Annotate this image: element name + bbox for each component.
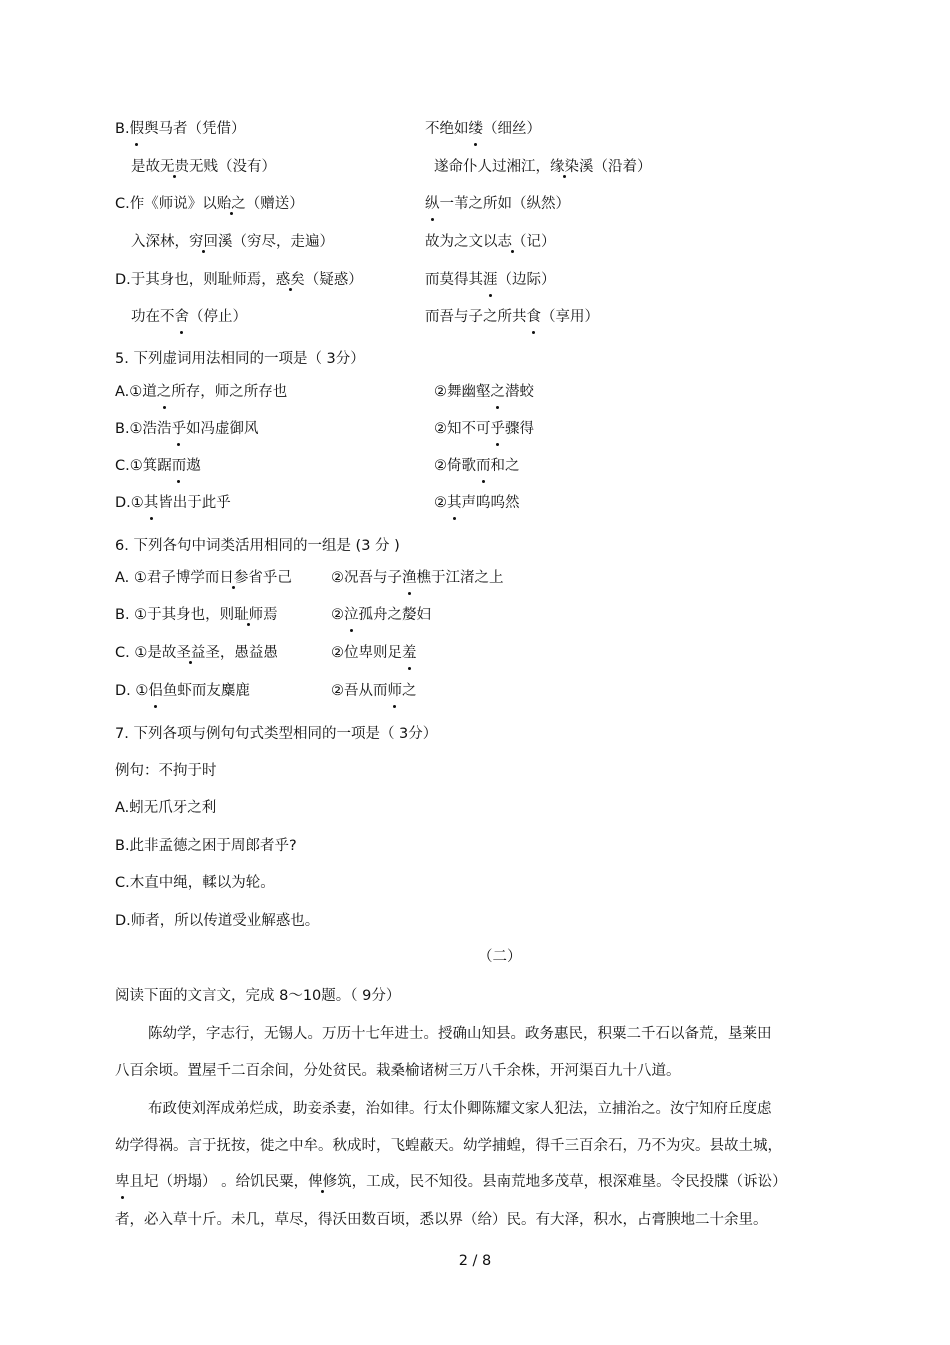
q7-example: 例句：不拘于时: [115, 763, 217, 779]
text: ②知不可: [434, 421, 491, 437]
q4-option-d-left-1: [115, 270, 363, 290]
q6-title: 6. 下列各句中词类活用相同的一组是 (3 分 ): [115, 538, 400, 554]
q5-option-d-right: [434, 493, 520, 513]
q6-option-b-left: [115, 605, 278, 625]
passage-paragraph-2-line-2: 幼学得祸。言于抚按，徙之中牟。秋成时，飞蝗蔽天。幼学捕蝗，得千三百余石，乃不为灾。县故土城，: [115, 1138, 782, 1154]
q7-option-a: A.蚓无爪牙之利: [115, 800, 217, 816]
text: ②: [434, 495, 447, 511]
emphasis-char: 泣: [344, 607, 359, 623]
section-instruction: 阅读下面的文言文，完成 8～10题。（ 9分）: [115, 988, 401, 1004]
text: 和之: [490, 458, 520, 474]
passage-paragraph-2-line-1: 布政使刘浑成弟烂成，助妾杀妻，治如律。行太仆卿陈耀文家人犯法，立捕治之。汝宁知府丘度虑: [148, 1101, 772, 1117]
emphasis-char: 羞: [402, 645, 417, 661]
q4-option-c-right-1: [425, 194, 570, 214]
q7-option-d: D.师者，所以传道受业解惑也。: [115, 913, 320, 929]
q6-option-c-right: [331, 643, 417, 663]
text: ②位卑则足: [331, 645, 402, 661]
text: 参省乎己: [233, 570, 292, 586]
q5-option-b-right: [434, 419, 534, 439]
q4-option-d-left-2: [131, 307, 247, 327]
text: ②: [331, 607, 344, 623]
text: 皆出于此乎: [158, 495, 231, 511]
q5-option-c-right: [434, 456, 520, 476]
text: B.: [115, 121, 130, 137]
text: 入深林，穷: [131, 234, 204, 250]
q4-option-b-left-1: [115, 119, 246, 139]
text: D.于其身也，则耻师焉，惑: [115, 272, 291, 288]
q7-option-c: C.木直中绳，輮以为轮。: [115, 875, 275, 891]
emphasis-char: 师: [387, 683, 402, 699]
emphasis-char: 舍: [174, 309, 189, 325]
text: 贵无贱（没有）: [174, 159, 276, 175]
page-number: 2 / 8: [458, 1253, 492, 1269]
text: ②况吾与子: [331, 570, 402, 586]
text: （享用）: [541, 309, 599, 325]
text: B.①浩浩: [115, 421, 172, 437]
text: 声呜呜然: [461, 495, 520, 511]
q4-option-c-left-2: [131, 232, 334, 252]
text: 师焉: [248, 607, 278, 623]
text: 回溪（穷尽，走遍）: [203, 234, 334, 250]
emphasis-char: 涯: [483, 272, 498, 288]
q5-option-d-left: [115, 493, 231, 513]
emphasis-char: 乎: [490, 421, 505, 437]
emphasis-char: 渔: [402, 570, 417, 586]
emphasis-char: 之: [156, 384, 172, 400]
text: 之: [402, 683, 417, 699]
q4-option-b-right-1: [425, 119, 541, 139]
text: 染溪（沿着）: [564, 159, 652, 175]
text: 益圣，愚益愚: [190, 645, 278, 661]
q4-option-c-left-1: [115, 194, 304, 214]
text: 如冯虚御风: [186, 421, 259, 437]
text: ②倚歌: [434, 458, 476, 474]
emphasis-char: 食: [526, 309, 541, 325]
q4-option-c-right-2: [425, 232, 556, 252]
q4-option-b-right-2: [434, 157, 652, 177]
text: （边际）: [497, 272, 556, 288]
q4-option-d-right-1: [425, 270, 556, 290]
emphasis-char: 纵: [425, 196, 440, 212]
passage-paragraph-2-line-4: 者，必入草十斤。未几，草尽，得沃田数百顷，悉以界（给）民。有大泽，积水，占膏腴地二十余里。: [115, 1212, 768, 1228]
emphasis-char: 侣: [148, 683, 163, 699]
q5-option-a-right: [434, 382, 534, 402]
text: 不绝如: [425, 121, 469, 137]
emphasis-char: 其: [447, 495, 462, 511]
q6-option-d-left: [115, 681, 250, 701]
passage-paragraph-2-line-3: [115, 1172, 787, 1192]
q5-option-b-left: [115, 419, 259, 439]
text: 遂命仆人过湘江，缘: [434, 159, 565, 175]
emphasis-char: 缕: [468, 121, 483, 137]
q4-option-b-left-2: [131, 157, 276, 177]
text: C.①箕踞: [115, 458, 172, 474]
text: 所存，师之所存也: [171, 384, 288, 400]
emphasis-char: 卑: [115, 1174, 130, 1190]
text: 舆马者（凭借）: [144, 121, 246, 137]
q6-option-a-left: [115, 568, 292, 588]
text: 樵于江渚之上: [416, 570, 504, 586]
text: 而吾与子之所共: [425, 309, 527, 325]
text: A.①道: [115, 384, 157, 400]
text: A. ①君子博学而日: [115, 570, 234, 586]
text: B. ①于其身也，则耻: [115, 607, 249, 623]
emphasis-char: 而: [171, 458, 187, 474]
text: 一苇之所如（纵然）: [439, 196, 570, 212]
passage-paragraph-1-line-2: 八百余顷。置屋千二百余间，分处贫民。栽桑榆诸树三万八千余株，开河渠百九十八道。: [115, 1063, 681, 1079]
text: 潜蛟: [505, 384, 534, 400]
q7-title: 7. 下列各项与例句句式类型相同的一项是（ 3分）: [115, 726, 438, 742]
text: 功在不: [131, 309, 175, 325]
q6-option-d-right: [331, 681, 417, 701]
text: 是故无: [131, 159, 175, 175]
text: 鱼虾而友麋鹿: [162, 683, 250, 699]
section-heading: （二）: [478, 949, 522, 965]
text: C. ①是故圣: [115, 645, 191, 661]
text: ②舞幽壑: [434, 384, 491, 400]
q6-option-c-left: [115, 643, 278, 663]
q5-title: 5. 下列虚词用法相同的一项是（ 3分）: [115, 351, 365, 367]
text: （记）: [512, 234, 556, 250]
text: 之（赠送）: [231, 196, 304, 212]
emphasis-char: 乎: [171, 421, 187, 437]
text: 且圮（坍塌） 。给饥民粟，俾: [129, 1174, 323, 1190]
text: 骤得: [505, 421, 534, 437]
q4-option-d-right-2: [425, 307, 599, 327]
text: （停止）: [189, 309, 247, 325]
text: （细丝）: [483, 121, 541, 137]
text: C.作《师说》以贻: [115, 196, 232, 212]
q6-option-b-right: [331, 605, 431, 625]
text: 孤舟之嫠妇: [358, 607, 431, 623]
text: 矣（疑惑）: [290, 272, 363, 288]
text: ②吾从而: [331, 683, 388, 699]
emphasis-char: 假: [129, 121, 145, 137]
q5-option-c-left: [115, 456, 201, 476]
q5-option-a-left: [115, 382, 287, 402]
emphasis-char: 而: [476, 458, 491, 474]
q7-option-b: B.此非孟德之困于周郎者乎?: [115, 838, 297, 854]
text: 修筑，工成，民不知役。县南荒地多茂草，根深难垦。令民投牒（诉讼）: [322, 1174, 787, 1190]
text: 而莫得其: [425, 272, 483, 288]
text: 遨: [186, 458, 201, 474]
q6-option-a-right: [331, 568, 504, 588]
passage-paragraph-1-line-1: 陈幼学，字志行，无锡人。万历十七年进士。授确山知县。政务惠民，积粟二千石以备荒，垦莱田: [148, 1026, 772, 1042]
text: D. ①: [115, 683, 149, 699]
text: D.①: [115, 495, 144, 511]
emphasis-char: 之: [490, 384, 505, 400]
emphasis-char: 其: [143, 495, 159, 511]
text: 故为之文以志: [425, 234, 512, 250]
